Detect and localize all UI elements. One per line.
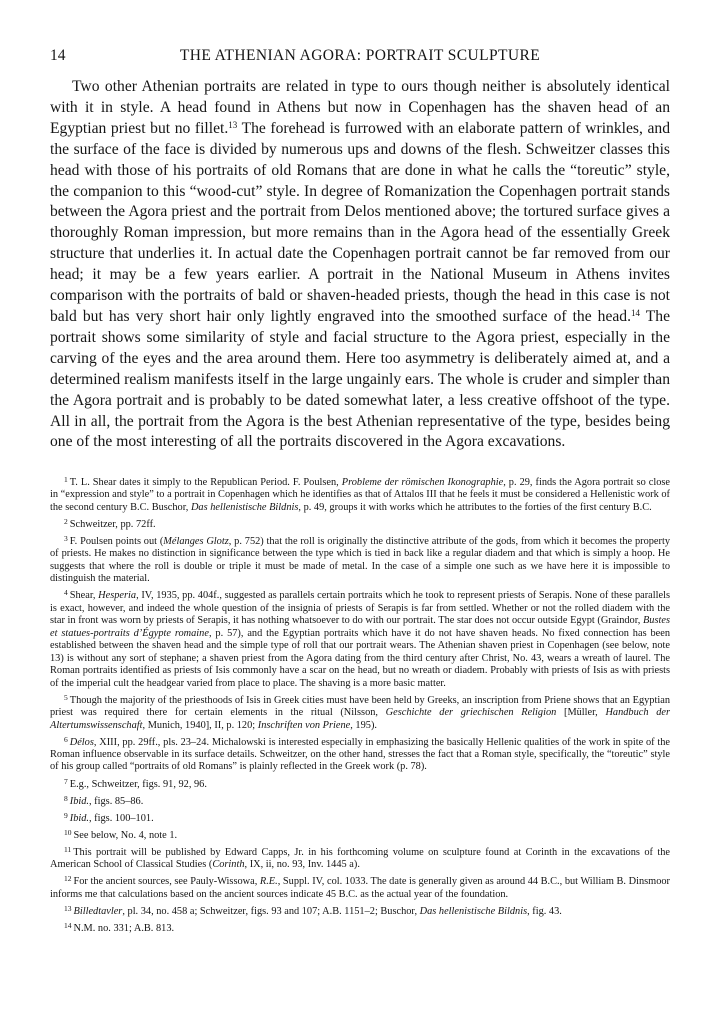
- footnote-text: Though the majority of the priesthoods of Isis in Greek cities must have been held by Greeks, an inscription from Priene shows that an Egyptian priest was required there for certain elements in the ritual (Nilsson,: [50, 694, 670, 719]
- citation-title: Corinth: [212, 859, 245, 871]
- page-number: 14: [50, 47, 66, 64]
- body-paragraph: [50, 77, 670, 453]
- citation-title: Délos: [69, 736, 94, 748]
- body-text: The portrait shows some similarity of style and facial structure to the Agora priest, especially in the carving of the eyes and the area around them. Here too asymmetry is deliberately aimed at, and a determined realism manifests itself in the large ungainly ears. The whole is cruder and simpler than the Agora portrait and is probably to be dated somewhat later, a less creative offshoot of the type. All in all, the portrait from the Agora is the best Athenian representative of the type, besides being one of the most interesting of all the portraits discovered in the Agora excavations.: [50, 307, 670, 451]
- footnote-text: , figs. 85–86.: [89, 795, 144, 807]
- footnote-text: , Munich, 1940], II, p. 120;: [142, 719, 258, 731]
- footnote-text: , p. 57), and the Egyptian portraits which have it do not have shaven heads. No fixed connection has been established between the shaven head and the simple type of roll that our portrait wears. The Athenian shaven priest in Copenhagen (see below, note 13) is without any sort of stephane; a shaven priest from the Agora dating from the third century after Christ, No. 43, wears a wreath of laurel. The Roman portraits identified as priests of Isis commonly have a scar on the head, but no wreath or diadem. Probably with priests of Isis as with priests of the imperial cult the headgear varied from place to place. The shaving is a more basic matter.: [50, 627, 671, 689]
- footnote-text: See below, No. 4, note 1.: [73, 829, 178, 841]
- footnote-number: 14: [64, 920, 72, 930]
- footnote-text: N.M. no. 331; A.B. 813.: [73, 922, 175, 934]
- footnote-ref: 14: [631, 307, 640, 318]
- footnote-number: 1: [64, 475, 68, 484]
- body-text: Two other Athenian portraits are related in type to ours though neither is absolutely identical with it in style. A head found in Athens but now in Copenhagen has the shaven head of an Egyptian priest but no fillet.: [50, 78, 670, 137]
- footnote-14: [50, 920, 670, 935]
- citation-title: Mélanges Glotz: [163, 536, 229, 547]
- footnote-text: For the ancient sources, see Pauly-Wissowa,: [73, 876, 260, 888]
- page-header: [50, 47, 670, 67]
- footnote-text: , p. 49, groups it with works which he attributes to the forties of the first century B.C.: [298, 501, 652, 513]
- citation-title: Geschichte der griechischen Religion: [385, 707, 557, 719]
- footnote-13: [50, 903, 670, 918]
- footnote-text: , XIII, pp. 29ff., pls. 23–24. Michalowski is interested especially in emphasizing the basically Hellenic qualities of the work in spite of the Roman influence observable in its surface details. Schweitzer, on the other hand, stresses the fact that a Roman style, specifically, the “toreutic” style of his group called “portraits of old Romans” is plainly reflected in the Greek work (p. 78).: [50, 736, 670, 773]
- citation-title: Das hellenistische Bildnis: [419, 905, 528, 917]
- footnote-1: [50, 474, 670, 514]
- footnotes: [50, 474, 670, 937]
- footnote-text: , fig. 43.: [527, 905, 562, 917]
- footnote-text: , IX, ii, no. 93, Inv. 1445 a).: [244, 859, 360, 871]
- footnote-8: [50, 793, 670, 808]
- citation-title: Handbuch der Altertumswissenschaft: [50, 707, 670, 731]
- citation-title: Bustes et statues-portraits d’Égypte romaine: [50, 615, 670, 639]
- footnote-text: , IV, 1935, pp. 404f., suggested as parallels certain portraits which he took to represent priests of Serapis. None of these parallels is exact, however, and indeed the whole question of the insignia of priests of Serapis is far from settled. Whether or not the rolled diadem with the star in front was worn by priests of Serapis, it has nothing whatsoever to do with our portrait. The star does not occur outside Egypt (Graindor,: [50, 590, 670, 627]
- footnote-7: [50, 776, 670, 791]
- citation-title: R.E.: [259, 876, 278, 888]
- footnote-text: [Müller,: [556, 707, 606, 719]
- citation-title: Ibid.: [69, 812, 89, 824]
- footnote-text: E.g., Schweitzer, figs. 91, 92, 96.: [69, 778, 207, 790]
- footnote-number: 6: [64, 734, 68, 744]
- footnote-9: [50, 810, 670, 825]
- citation-title: Billedtavler: [73, 905, 123, 917]
- footnote-number: 3: [64, 534, 68, 543]
- footnote-text: , figs. 100–101.: [89, 812, 154, 824]
- footnote-text: , p. 29, finds the Agora portrait so close in “expression and style” to a portrait in Copenhagen which he identifies as that of Attalos III that he feels it must be considered a Hellenistic work of the second century B.C. Buschor,: [50, 477, 670, 513]
- footnote-number: 9: [64, 810, 68, 820]
- footnote-12: [50, 873, 670, 901]
- footnote-text: , pl. 34, no. 458 a; Schweitzer, figs. 93 and 107; A.B. 1151–2; Buschor,: [122, 905, 420, 917]
- citation-title: Inschriften von Priene: [257, 719, 351, 731]
- footnote-4: [50, 587, 670, 690]
- citation-title: Ibid.: [69, 795, 89, 807]
- body-text: The forehead is furrowed with an elaborate pattern of wrinkles, and the surface of the face is divided by numerous ups and downs of the flesh. Schweitzer classes this head with those of his portraits of old Romans that are done in what he calls the “toreutic” style, the companion to this “wood-cut” style. In degree of Romanization the Copenhagen portrait stands between the Agora priest and the portrait from Delos mentioned above; the tortured surface gives a thoroughly Roman impression, but more remains than in the Agora head of the essentially Greek structure that underlies it. In actual date the Copenhagen portrait cannot be far removed from our head; it may be a few years earlier. A portrait in the National Museum in Athens invites comparison with the portraits of bald or shaven-headed priests, though the head in this case is not bald but has very short hair only lightly engraved into the smoothed surface of the head.: [50, 119, 670, 325]
- footnote-text: This portrait will be published by Edward Capps, Jr. in his forthcoming volume on sculpture found at Corinth in the excavations of the American School of Classical Studies (: [50, 846, 670, 871]
- footnote-text: Schweitzer, pp. 72ff.: [69, 518, 156, 530]
- footnote-text: F. Poulsen points out (: [69, 536, 164, 547]
- footnote-10: [50, 827, 670, 842]
- footnote-text: , 195).: [350, 719, 377, 731]
- footnote-number: 2: [64, 516, 68, 526]
- footnote-6: [50, 734, 670, 774]
- footnote-text: , p. 752) that the roll is originally the distinctive attribute of the gods, from which it becomes the property of priests. He makes no distinction in significance between the type which is tied in back like a regular diadem and that which is simply a hoop. He suggests that where the roll is double or triple it must be made of metal. In the case of a simple one such as we have here it is impossible to distinguish the material.: [50, 536, 671, 585]
- footnote-number: 11: [64, 844, 72, 854]
- footnote-number: 12: [64, 874, 72, 884]
- running-title: THE ATHENIAN AGORA: PORTRAIT SCULPTURE: [179, 47, 541, 64]
- footnote-number: 5: [64, 692, 68, 702]
- footnote-5: [50, 692, 670, 732]
- footnote-text: Shear,: [69, 590, 99, 602]
- citation-title: Hesperia: [98, 590, 137, 602]
- footnote-ref: 13: [228, 119, 238, 130]
- footnote-number: 8: [64, 793, 68, 803]
- citation-title: Probleme der römischen Ikonographie: [341, 477, 504, 488]
- footnote-number: 7: [64, 776, 68, 786]
- footnote-text: T. L. Shear dates it simply to the Republican Period. F. Poulsen,: [69, 477, 342, 488]
- footnote-11: [50, 844, 670, 872]
- footnote-3: [50, 533, 670, 586]
- footnote-number: 13: [64, 903, 72, 913]
- footnote-text: , Suppl. IV, col. 1033. The date is generally given as around 44 B.C., but William B. Dinsmoor informs me that calculations based on the ancient sources indicate 45 B.C. as the actual year of the foundation.: [50, 876, 670, 900]
- citation-title: Das hellenistische Bildnis: [190, 501, 299, 513]
- footnote-number: 4: [64, 588, 68, 598]
- footnote-number: 10: [64, 827, 72, 837]
- footnote-2: [50, 516, 670, 531]
